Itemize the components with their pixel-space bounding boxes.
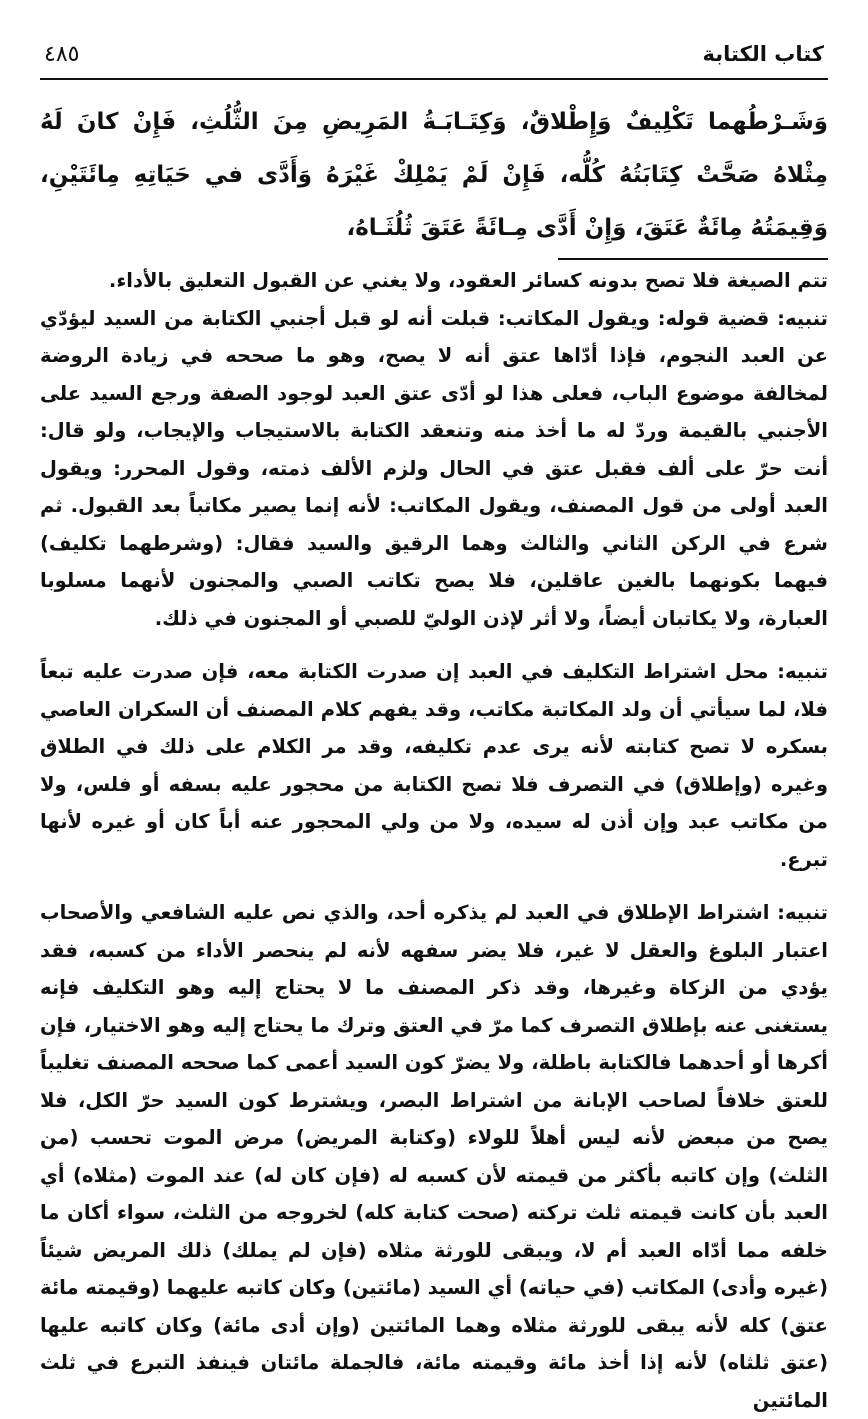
commentary (40, 262, 828, 1419)
header-rule (40, 78, 828, 80)
footnote-divider (558, 258, 828, 260)
page-number: ٤٨٥ (44, 42, 80, 67)
page-header (40, 40, 828, 80)
commentary-paragraph: تتم الصيغة فلا تصح بدونه كسائر العقود، ولا يغني عن القبول التعليق بالأداء. (108, 269, 828, 292)
commentary-paragraph: تنبيه: محل اشتراط التكليف في العبد إن صدرت الكتابة معه، فإن صدرت عليه تبعاً فلا، لما سيأتي أن ولد المكاتبة مكاتب، وقد يفهم كلام المصنف أن السكران العاصي بسكره لا تصح كتابته لأنه يرى عدم تكليفه، وقد مر الكلام على ذلك في الطلاق وغيره (وإطلاق) في التصرف فلا تصح الكتابة من محجور عليه بسفه أو فلس، ولا من مكاتب عبد وإن أذن له سيده، ولا من ولي المحجور عنه أباً كان أو غيره لأنها تبرع. (40, 660, 828, 871)
commentary-paragraph: تنبيه: اشتراط الإطلاق في العبد لم يذكره أحد، والذي نص عليه الشافعي والأصحاب اعتبار البلوغ والعقل لا غير، فلا يضر سفهه لأنه لم ينحصر الأداء من كسبه، فقد يؤدي من الزكاة وغيرها، وقد ذكر المصنف ما لا يحتاج إليه وهو التكليف فإنه يستغنى عنه بإطلاق التصرف كما مرّ في العتق وترك ما يحتاج إليه وهو الاختيار، فإن أكرها أو أحدهما فالكتابة باطلة، ولا يضرّ كون السيد أعمى كما صححه المصنف تغليباً للعتق خلافاً لصاحب الإبانة من اشتراط البصر، ويشترط كون السيد حرّ الكل، فلا يصح من مبعض لأنه ليس أهلاً للولاء (وكتابة المريض) مرض الموت تحسب (من الثلث) وإن كاتبه بأكثر من قيمته لأن كسبه له (فإن كان له) عند الموت (مثلاه) أي العبد بأن كانت قيمته ثلث تركته (صحت كتابة كله) لخروجه من الثلث، سواء أكان ما خلفه مما أدّاه العبد أم لا، ويبقى للورثة مثلاه (فإن لم يملك) ذلك المريض شيئاً (غيره وأدى) المكاتب (في حياته) أي السيد (مائتين) وكان كاتبه عليهما (وقيمته مائة عتق) كله لأنه يبقى للورثة مثلاه وهما المائتين (وإن أدى مائة) وكان كاتبه عليها (عتق ثلثاه) لأنه إذا أخذ مائة وقيمته مائة، فالجملة مائتان فينفذ التبرع في ثلث المائتين (40, 901, 828, 1412)
matn-text: وَشَـرْطُهما تَكْلِيفٌ وَإِطْلاقٌ، وَكِتَـابَـةُ المَرِيضِ مِنَ الثُّلُثِ، فَإِنْ كانَ لَهُ مِثْلاهُ صَحَّتْ كِتَابَتُهُ كُلُّه، فَإِنْ لَمْ يَمْلِكْ غَيْرَهُ وَأَدَّى في حَيَاتِهِ مِائَتَيْنِ، وَقِيمَتُهُ مِائَةٌ عَتَقَ، وَإِنْ أَدَّى مِـائَةً عَتَقَ ثُلُثَـاهُ، (40, 109, 828, 241)
book-title: كتاب الكتابة (702, 42, 824, 66)
commentary-paragraph: تنبيه: قضية قوله: ويقول المكاتب: قبلت أنه لو قبل أجنبي الكتابة من السيد ليؤدّي عن العبد النجوم، فإذا أدّاها عتق أنه لا يصح، وهو ما صححه في زيادة الروضة لمخالفة موضوع الباب، فعلى هذا لو أدّى عتق العبد لوجود الصفة ورجع السيد على الأجنبي بالقيمة وردّ له ما أخذ منه وتنعقد الكتابة بالاستيجاب والإيجاب، ولو قال: أنت حرّ على ألف فقبل عتق في الحال ولزم الألف ذمته، وقول المحرر: ويقول العبد أولى من قول المصنف، ويقول المكاتب: لأنه إنما يصير مكاتباً بعد القبول. ثم شرع في الركن الثاني والثالث وهما الرقيق والسيد فقال: (وشرطهما تكليف) فيهما بكونهما بالغين عاقلين، فلا يصح تكاتب الصبي والمجنون لأنهما مسلوبا العبارة، ولا يكاتبان أيضاً، ولا أثر لإذن الوليّ للصبي أو المجنون في ذلك. (40, 306, 828, 630)
